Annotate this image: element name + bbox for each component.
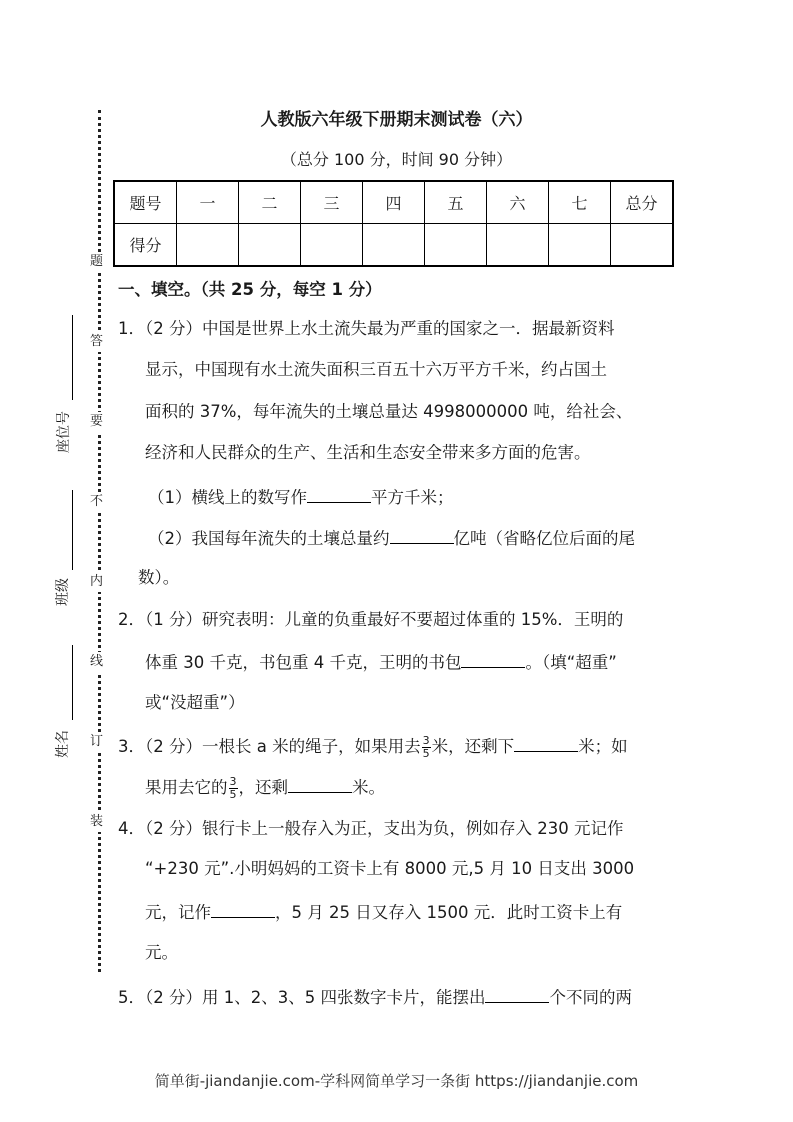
answer-blank[interactable] xyxy=(514,733,578,752)
question-line xyxy=(145,691,245,715)
fraction-numerator: 3 xyxy=(229,775,237,788)
score-header-cell: 一 xyxy=(177,181,239,224)
binding-field-label: 班级 xyxy=(55,578,71,606)
score-cell[interactable] xyxy=(177,224,239,267)
question-text: 显示，中国现有水土流失面积三百五十六万平方千米，约占国土 xyxy=(145,360,607,379)
answer-blank[interactable] xyxy=(307,484,371,503)
score-header-cell: 七 xyxy=(549,181,611,224)
question-text: 2．（1 分）研究表明：儿童的负重最好不要超过体重的 15%．王明的 xyxy=(118,610,624,629)
question-line xyxy=(145,857,634,881)
question-text: 元，记作 xyxy=(145,903,211,922)
fraction-denominator: 5 xyxy=(422,747,430,760)
fraction xyxy=(229,776,238,801)
fraction-numerator: 3 xyxy=(422,734,430,747)
question-line xyxy=(118,608,623,632)
score-table-header-row xyxy=(114,181,673,224)
question-text: “+230 元”.小明妈妈的工资卡上有 8000 元,5 月 10 日支出 3000 xyxy=(145,859,635,878)
question-text: 4．（2 分）银行卡上一般存入为正，支出为负，例如存入 230 元记作 xyxy=(118,819,624,838)
question-text: 经济和人民群众的生产、生活和生态安全带来多方面的危害。 xyxy=(145,443,591,462)
question-text: （1）横线上的数写作 xyxy=(148,488,307,507)
binding-field-label: 姓名 xyxy=(55,730,71,758)
score-cell[interactable] xyxy=(425,224,487,267)
score-cell[interactable] xyxy=(301,224,363,267)
question-line xyxy=(145,400,632,424)
question-line xyxy=(148,484,454,510)
binding-field-line[interactable] xyxy=(72,490,73,570)
score-cell[interactable] xyxy=(239,224,301,267)
question-line xyxy=(145,649,617,675)
score-header-cell: 二 xyxy=(239,181,301,224)
binding-char: 不 xyxy=(90,492,103,512)
score-cell[interactable] xyxy=(611,224,674,267)
fraction-denominator: 5 xyxy=(229,788,237,801)
question-line xyxy=(118,317,615,341)
binding-field-line[interactable] xyxy=(72,645,73,720)
fraction xyxy=(422,735,431,760)
question-line xyxy=(145,774,385,801)
footer-watermark: 简单街-jiandanjie.com-学科网简单学习一条街 https://jiandanjie.com xyxy=(154,1072,639,1090)
question-text: 5．（2 分）用 1、2、3、5 四张数字卡片，能摆出 xyxy=(118,988,486,1007)
score-header-cell: 总分 xyxy=(611,181,674,224)
answer-blank[interactable] xyxy=(211,899,275,918)
score-header-cell: 五 xyxy=(425,181,487,224)
binding-char: 内 xyxy=(90,572,103,592)
question-line xyxy=(118,733,628,760)
score-header-cell: 题号 xyxy=(114,181,177,224)
binding-char: 要 xyxy=(90,412,103,432)
score-header-cell: 四 xyxy=(363,181,425,224)
question-line xyxy=(145,358,607,382)
score-header-cell: 六 xyxy=(487,181,549,224)
score-table-score-row xyxy=(114,224,673,267)
question-text: 面积的 37%，每年流失的土壤总量达 4998000000 吨，给社会、 xyxy=(145,402,633,421)
question-text: 个不同的两 xyxy=(549,988,632,1007)
question-text: 果用去它的 xyxy=(145,778,228,797)
question-text: 或“没超重”） xyxy=(145,693,245,712)
binding-field-line[interactable] xyxy=(72,315,73,400)
score-cell[interactable] xyxy=(549,224,611,267)
question-line xyxy=(145,899,622,925)
exam-info: （总分 100 分，时间 90 分钟） xyxy=(280,150,513,169)
question-text: 米，还剩下 xyxy=(431,737,515,756)
question-line xyxy=(138,566,179,590)
question-text: 数）。 xyxy=(138,568,180,587)
question-line xyxy=(145,941,178,965)
answer-blank[interactable] xyxy=(288,774,352,793)
answer-blank[interactable] xyxy=(390,525,454,544)
question-text: 米。 xyxy=(352,778,385,797)
question-text: ，5 月 25 日又存入 1500 元．此时工资卡上有 xyxy=(275,903,623,922)
score-header-cell: 三 xyxy=(301,181,363,224)
question-text: 体重 30 千克，书包重 4 千克，王明的书包 xyxy=(145,653,462,672)
question-text: （2）我国每年流失的土壤总量约 xyxy=(148,529,390,548)
question-text: 米；如 xyxy=(578,737,628,756)
page-title: 人教版六年级下册期末测试卷（六） xyxy=(260,110,533,130)
question-text: 。（填“超重” xyxy=(525,653,617,672)
score-row-label: 得分 xyxy=(114,224,177,267)
answer-blank[interactable] xyxy=(461,649,525,668)
question-text: ，还剩 xyxy=(238,778,288,797)
binding-dotted-line xyxy=(98,110,101,972)
binding-char: 答 xyxy=(90,332,103,352)
question-text: 3．（2 分）一根长 a 米的绳子，如果用去 xyxy=(118,737,421,756)
question-line xyxy=(148,525,635,551)
binding-char: 订 xyxy=(90,732,103,752)
question-text: 平方千米； xyxy=(371,488,454,507)
binding-char: 线 xyxy=(90,652,103,672)
binding-char: 装 xyxy=(90,812,103,832)
section-heading: 一、填空。（共 25 分，每空 1 分） xyxy=(118,280,382,299)
question-text: 1．（2 分）中国是世界上水土流失最为严重的国家之一．据最新资料 xyxy=(118,319,615,338)
question-line xyxy=(118,817,623,841)
question-text: 亿吨（省略亿位后面的尾 xyxy=(453,529,635,548)
binding-field-label: 座位号 xyxy=(56,411,72,453)
answer-blank[interactable] xyxy=(485,984,549,1003)
question-line xyxy=(118,984,632,1010)
score-cell[interactable] xyxy=(363,224,425,267)
question-line xyxy=(145,441,591,465)
score-table xyxy=(113,180,674,267)
score-cell[interactable] xyxy=(487,224,549,267)
question-text: 元。 xyxy=(145,943,178,962)
binding-char: 题 xyxy=(90,252,103,272)
